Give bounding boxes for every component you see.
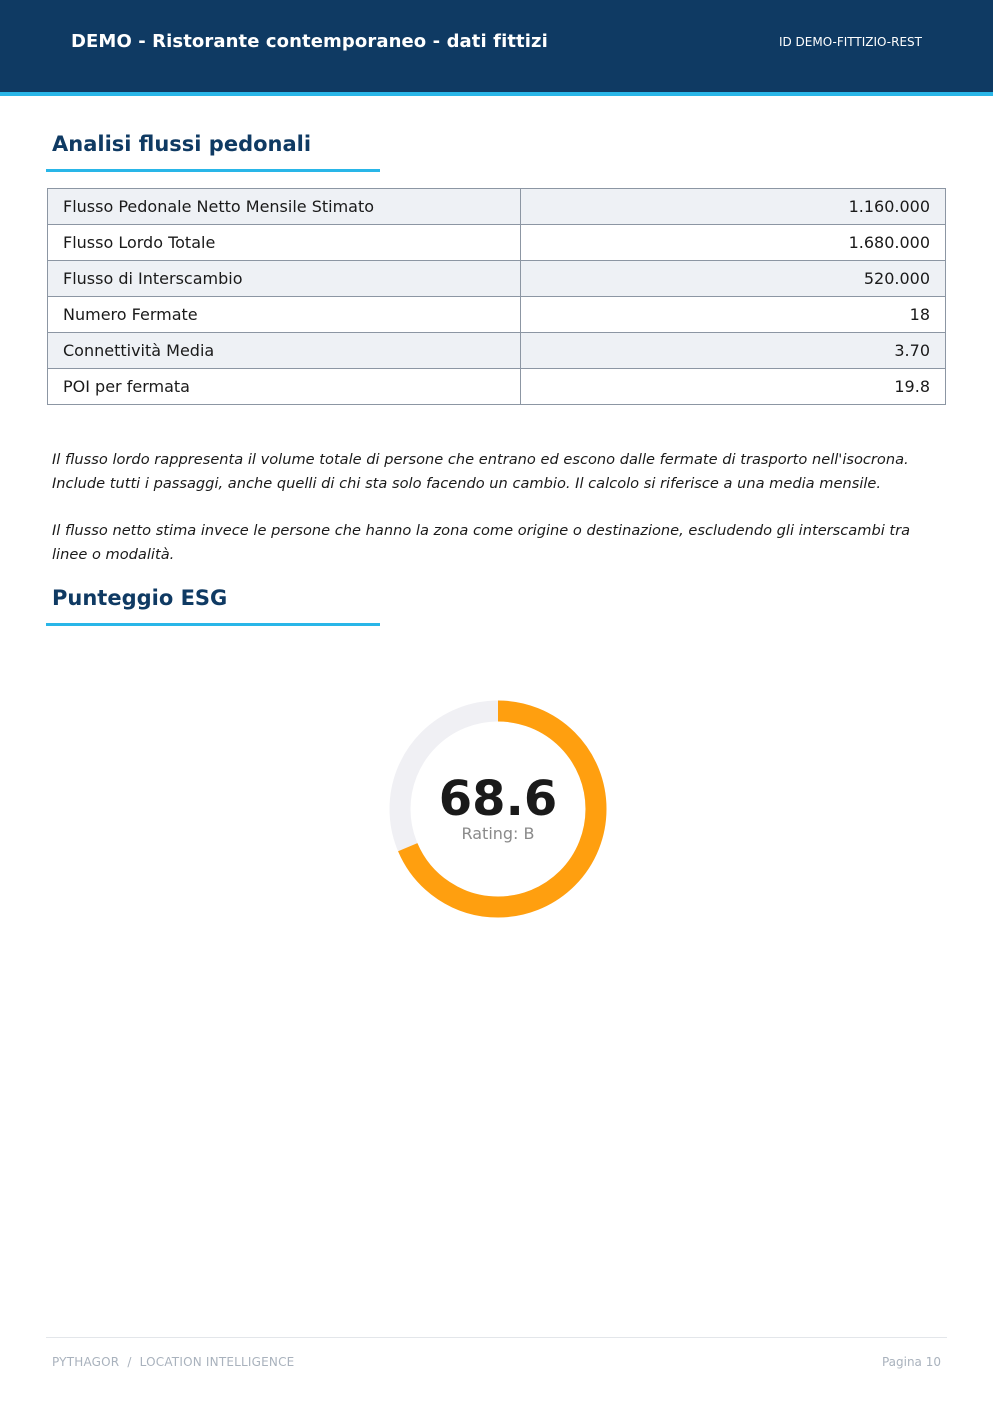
metric-value: 18 xyxy=(521,297,946,333)
page-number: Pagina 10 xyxy=(881,1355,941,1369)
metric-label: POI per fermata xyxy=(48,369,521,405)
metric-value: 1.160.000 xyxy=(521,189,946,225)
esg-score-value: 68.6 xyxy=(438,771,558,827)
net-flow-note: Il flusso netto stima invece le persone che hanno la zona come origine o destinazione, escludendo gli interscambi tra linee o modalità. xyxy=(52,522,911,563)
report-id: ID DEMO-FITTIZIO-REST xyxy=(778,35,922,49)
section-title-esg: Punteggio ESG xyxy=(52,586,228,610)
section-title-pedestrian: Analisi flussi pedonali xyxy=(52,132,312,156)
esg-score-gauge xyxy=(388,699,608,919)
pedestrian-metrics-table xyxy=(47,188,946,405)
metric-label: Flusso di Interscambio xyxy=(48,261,521,297)
metric-value: 3.70 xyxy=(521,333,946,369)
metric-value: 19.8 xyxy=(521,369,946,405)
table-row xyxy=(48,189,946,225)
esg-rating-label: Rating: B xyxy=(461,824,535,843)
footer-divider xyxy=(46,1337,947,1338)
metric-label: Numero Fermate xyxy=(48,297,521,333)
table-row xyxy=(48,225,946,261)
table-row xyxy=(48,261,946,297)
report-header xyxy=(0,0,993,96)
section-divider xyxy=(46,623,380,626)
metric-label: Flusso Pedonale Netto Mensile Stimato xyxy=(48,189,521,225)
metric-value: 1.680.000 xyxy=(521,225,946,261)
metric-label: Connettività Media xyxy=(48,333,521,369)
section-divider xyxy=(46,169,380,172)
gross-flow-note: Il flusso lordo rappresenta il volume totale di persone che entrano ed escono dalle fermate di trasporto nell'isocrona. Include tutti i passaggi, anche quelli di chi sta solo facendo un cambio. Il calcolo si riferisce a una media mensile. xyxy=(52,451,909,492)
report-title: DEMO - Ristorante contemporaneo - dati fittizi xyxy=(71,31,548,52)
metric-value: 520.000 xyxy=(521,261,946,297)
table-row xyxy=(48,297,946,333)
footer-brand: PYTHAGOR / LOCATION INTELLIGENCE xyxy=(52,1355,295,1369)
table-row xyxy=(48,369,946,405)
table-row xyxy=(48,333,946,369)
metric-label: Flusso Lordo Totale xyxy=(48,225,521,261)
